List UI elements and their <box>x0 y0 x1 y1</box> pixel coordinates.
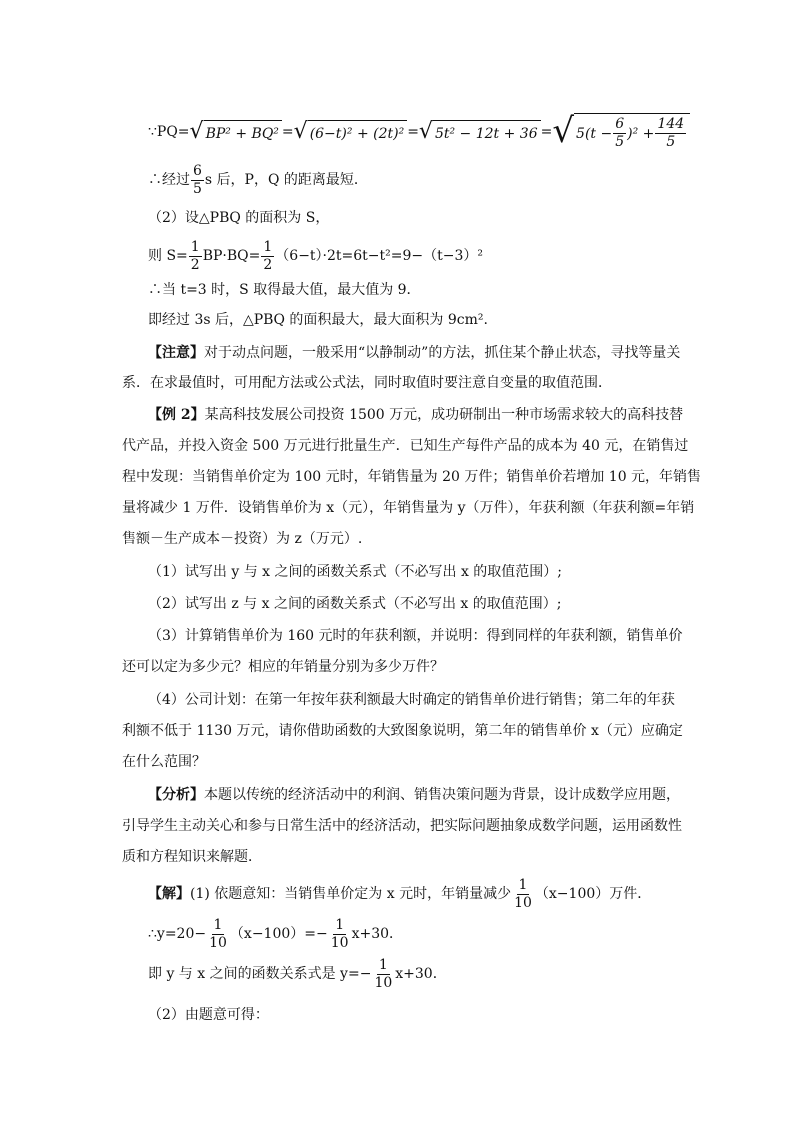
frac-1-2-b: $\frac{1}{2}$ <box>263 238 273 273</box>
frac-1-10-b: $\frac{1}{10}$ <box>209 916 227 951</box>
analysis-line-1: 【分析】本题以传统的经济活动中的利润、销售决策问题为背景，设计成数学应用题， <box>148 787 680 803</box>
example-line-1: 【例 2】某高科技发展公司投资 1500 万元，成功研制出一种市场需求较大的高科技替 <box>148 407 684 423</box>
analysis-line-3: 质和方程知识来解题． <box>122 849 262 865</box>
frac-1-10-d: $\frac{1}{10}$ <box>374 956 393 991</box>
analysis-tag: 【分析】 <box>148 787 204 803</box>
solution-line-4: （2）由题意可得： <box>148 1007 269 1023</box>
pq-sqrt-4: √ 5(t − $\frac{6}{5}$ )² + $\frac{144}{5}$ <box>552 113 690 151</box>
pq-frac-a: $\frac{6}{5}$ <box>615 116 625 150</box>
pq-sqrt-3: √ 5t² − 12t + 36 <box>419 120 541 144</box>
question-4-line-3: 在什么范围？ <box>122 754 206 770</box>
line-area-formula: 则 S= $\frac{1}{2}$ BP·BQ= $\frac{1}{2}$ （6−t）·2t=6t−t²=9−（t−3）² <box>148 238 484 273</box>
solution-line-3: 即 y 与 x 之间的函数关系式是 y=− $\frac{1}{10}$ x+30． <box>148 956 447 991</box>
pq-eq-3: = <box>540 124 553 140</box>
analysis-line-2: 引导学生主动关心和参与日常生活中的经济活动，把实际问题抽象成数学问题，运用函数性 <box>122 818 682 834</box>
question-3-line-1: （3）计算销售单价为 160 元时的年获利额，并说明：得到同样的年获利额，销售单价 <box>148 628 683 644</box>
frac-6-5: $\frac{6}{5}$ <box>193 162 202 197</box>
question-4-line-1: （4）公司计划：在第一年按年获利额最大时确定的销售单价进行销售；第二年的年获 <box>148 692 675 708</box>
question-2: （2）试写出 z 与 x 之间的函数关系式（不必写出 x 的取值范围）; <box>148 596 562 612</box>
line-shortest-distance: ∴经过 $\frac{6}{5}$ s 后，P，Q 的距离最短． <box>148 162 368 197</box>
line-max-area: 即经过 3s 后，△PBQ 的面积最大，最大面积为 9cm². <box>148 312 488 328</box>
question-4-line-2: 利额不低于 1130 万元，请你借助函数的大致图象说明，第二年的销售单价 x（元）应确定 <box>122 723 683 739</box>
pq-sqrt-1: √ BP² + BQ² <box>190 120 282 144</box>
solution-line-1: 【解】 (1) 依题意知：当销售单价定为 x 元时，年销量减少 $\frac{1}{10}$ （x−100）万件． <box>148 876 652 911</box>
example-line-4: 量将减少 1 万件．设销售单价为 x（元），年销售量为 y（万件），年获利额（年获利额=年销 <box>122 500 695 516</box>
pq-eq-2: = <box>407 124 419 140</box>
question-3-line-2: 还可以定为多少元？相应的年销量分别为多少万件？ <box>122 659 444 675</box>
line-area-def: （2）设△PBQ 的面积为 S， <box>148 210 330 226</box>
question-1: （1）试写出 y 与 x 之间的函数关系式（不必写出 x 的取值范围）; <box>148 564 563 580</box>
pq-prefix: ∵PQ= <box>148 124 190 140</box>
example-line-3: 程中发现：当销售单价定为 100 元时，年销售量为 20 万件；销售单价若增加 10 元，年销售 <box>122 469 702 485</box>
pq-sqrt-2: √ (6−t)² + (2t)² <box>294 120 408 144</box>
frac-1-10-a: $\frac{1}{10}$ <box>514 876 532 911</box>
solution-line-2: ∴y=20− $\frac{1}{10}$ （x−100）=− $\frac{1}{10}$ x+30． <box>148 916 404 951</box>
example-tag: 【例 2】 <box>148 407 205 423</box>
example-line-2: 代产品，并投入资金 500 万元进行批量生产．已知生产每件产品的成本为 40 元，在销售过 <box>122 438 689 454</box>
frac-1-2-a: $\frac{1}{2}$ <box>190 238 200 273</box>
pq-eq-1: = <box>281 124 294 140</box>
frac-1-10-c: $\frac{1}{10}$ <box>330 916 349 951</box>
example-line-5: 售额－生产成本－投资）为 z（万元）. <box>122 531 363 547</box>
solution-tag: 【解】 <box>148 886 190 902</box>
pq-formula <box>148 112 690 152</box>
note-line-1: 【注意】对于动点问题，一般采用“以静制动”的方法，抓住某个静止状态，寻找等量关 <box>148 345 681 361</box>
note-tag: 【注意】 <box>148 345 204 361</box>
line-max-value: ∴当 t=3 时，S 取得最大值，最大值为 9． <box>148 282 421 298</box>
pq-frac-b: $\frac{144}{5}$ <box>657 116 685 150</box>
note-line-2: 系．在求最值时，可用配方法或公式法，同时取值时要注意自变量的取值范围． <box>122 375 612 391</box>
